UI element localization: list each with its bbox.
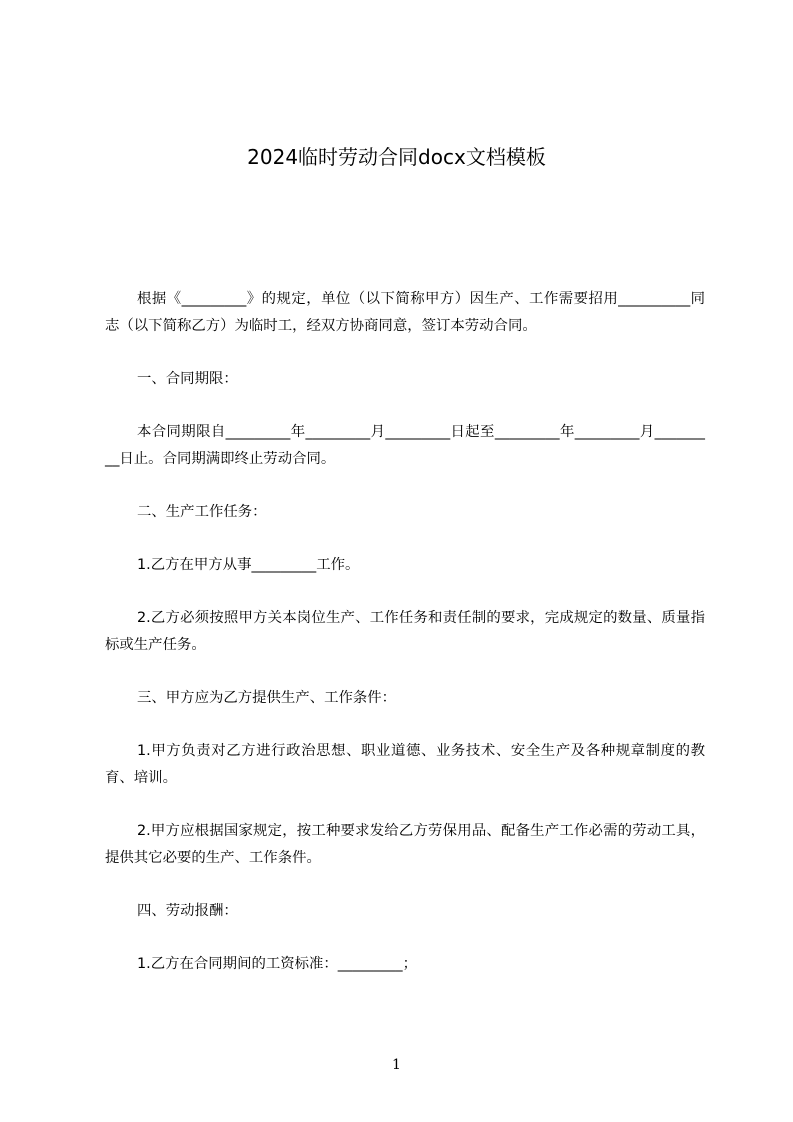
- section-heading-remuneration: 四、劳动报酬：: [137, 903, 238, 919]
- paragraph-work-task-2: 2.乙方必须按照甲方关本岗位生产、工作任务和责任制的要求，完成规定的数量、质量指标或生产任务。: [105, 610, 705, 653]
- page-number: 1: [392, 1057, 401, 1073]
- paragraph-work-condition-2: 2.甲方应根据国家规定，按工种要求发给乙方劳保用品、配备生产工作必需的劳动工具，提供其它必要的生产、工作条件。: [105, 823, 705, 866]
- paragraph-remuneration-1: 1.乙方在合同期间的工资标准：_________；: [137, 956, 417, 972]
- document-body: [105, 286, 705, 1004]
- paragraph-work-condition-1: 1.甲方负责对乙方进行政治思想、职业道德、业务技术、安全生产及各种规章制度的教育、培训。: [105, 743, 705, 786]
- paragraph-work-task-1: 1.乙方在甲方从事_________工作。: [137, 557, 360, 573]
- section-heading-contract-term: 一、合同期限：: [137, 371, 238, 387]
- document-title: 2024临时劳动合同docx文档模板: [247, 145, 546, 169]
- section-heading-work-tasks: 二、生产工作任务：: [137, 504, 267, 520]
- section-heading-work-conditions: 三、甲方应为乙方提供生产、工作条件：: [137, 690, 397, 706]
- paragraph-contract-term: 本合同期限自_________年_________月_________日起至_________年_________月_________日止。合同期满即终止劳动合同。: [105, 424, 705, 467]
- paragraph-intro: 根据《_________》的规定，单位（以下简称甲方）因生产、工作需要招用__________同志（以下简称乙方）为临时工，经双方协商同意，签订本劳动合同。: [105, 291, 705, 334]
